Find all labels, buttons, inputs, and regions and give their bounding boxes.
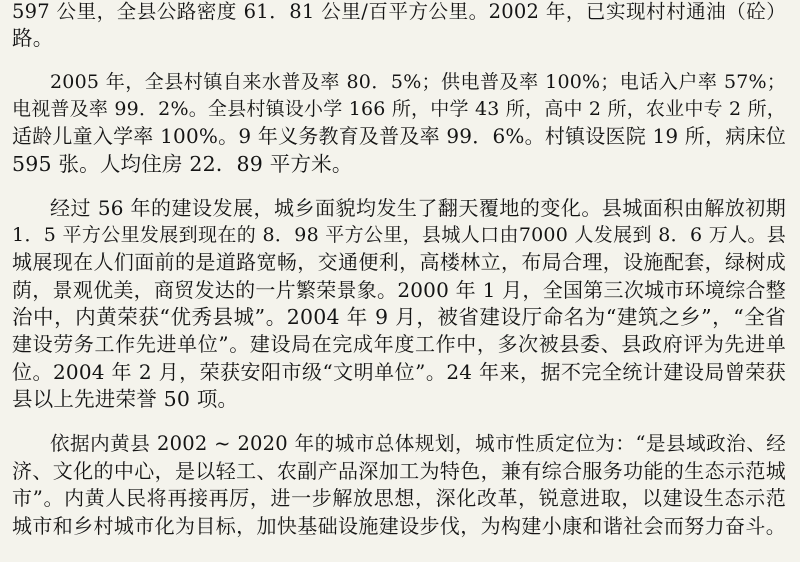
text-line: 2005 年，全县村镇自来水普及率 80．5%；供电普及率 100%；电话入户率 57%；: [50, 71, 786, 93]
text-line: 经过 56 年的建设发展，城乡面貌均发生了翻天覆地的变化。县城面积由解放初期: [50, 196, 786, 220]
text-line: 1．5 平方公里发展到现在的 8．98 平方公里，县城人口由7000 人发展到 8．6 万人。县: [12, 224, 786, 246]
text-line: 595 张。人均住房 22．89 平方米。: [12, 152, 353, 176]
text-line: 治中，内黄荣获“优秀县城”。2004 年 9 月，被省建设厅命名为“建筑之乡”，“全省: [12, 305, 786, 329]
text-line: 597 公里，全县公路密度 61．81 公里/百平方公里。2002 年，已实现村村通油（砼）: [12, 0, 786, 23]
text-line: 电视普及率 99．2%。全县村镇设小学 166 所，中学 43 所，高中 2 所，农业中专 2 所，: [12, 98, 786, 120]
text-line: 市”。内黄人民将再接再厉，进一步解放思想，深化改革，锐意进取，以建设生态示范: [12, 486, 786, 510]
text-line: 济、文化的中心，是以轻工、农副产品深加工为特色，兼有综合服务功能的生态示范城: [12, 459, 786, 483]
text-line: 位。2004 年 2 月，荣获安阳市级“文明单位”。24 年来，据不完全统计建设局曾荣获: [12, 360, 786, 384]
text-line: 荫，景观优美，商贸发达的一片繁荣景象。2000 年 1 月，全国第三次城市环境综合整: [12, 278, 786, 302]
text-line: 县以上先进荣誉 50 项。: [12, 387, 239, 411]
text-line: 建设劳务工作先进单位”。建设局在完成年度工作中，多次被县委、县政府评为先进单: [12, 332, 786, 356]
text-line: 依据内黄县 2002 ~ 2020 年的城市总体规划，城市性质定位为：“是县域政治、经: [50, 432, 786, 455]
text-line: 城市和乡村城市化为目标，加快基础设施建设步伐，为构建小康和谐社会而努力奋斗。: [12, 514, 786, 538]
text-line: 路。: [12, 26, 54, 50]
text-line: 城展现在人们面前的是道路宽畅，交通便利，高楼林立，布局合理，设施配套，绿树成: [12, 250, 786, 274]
text-line: 适龄儿童入学率 100%。9 年义务教育及普及率 99．6%。村镇设医院 19 所，病床位: [12, 124, 786, 148]
